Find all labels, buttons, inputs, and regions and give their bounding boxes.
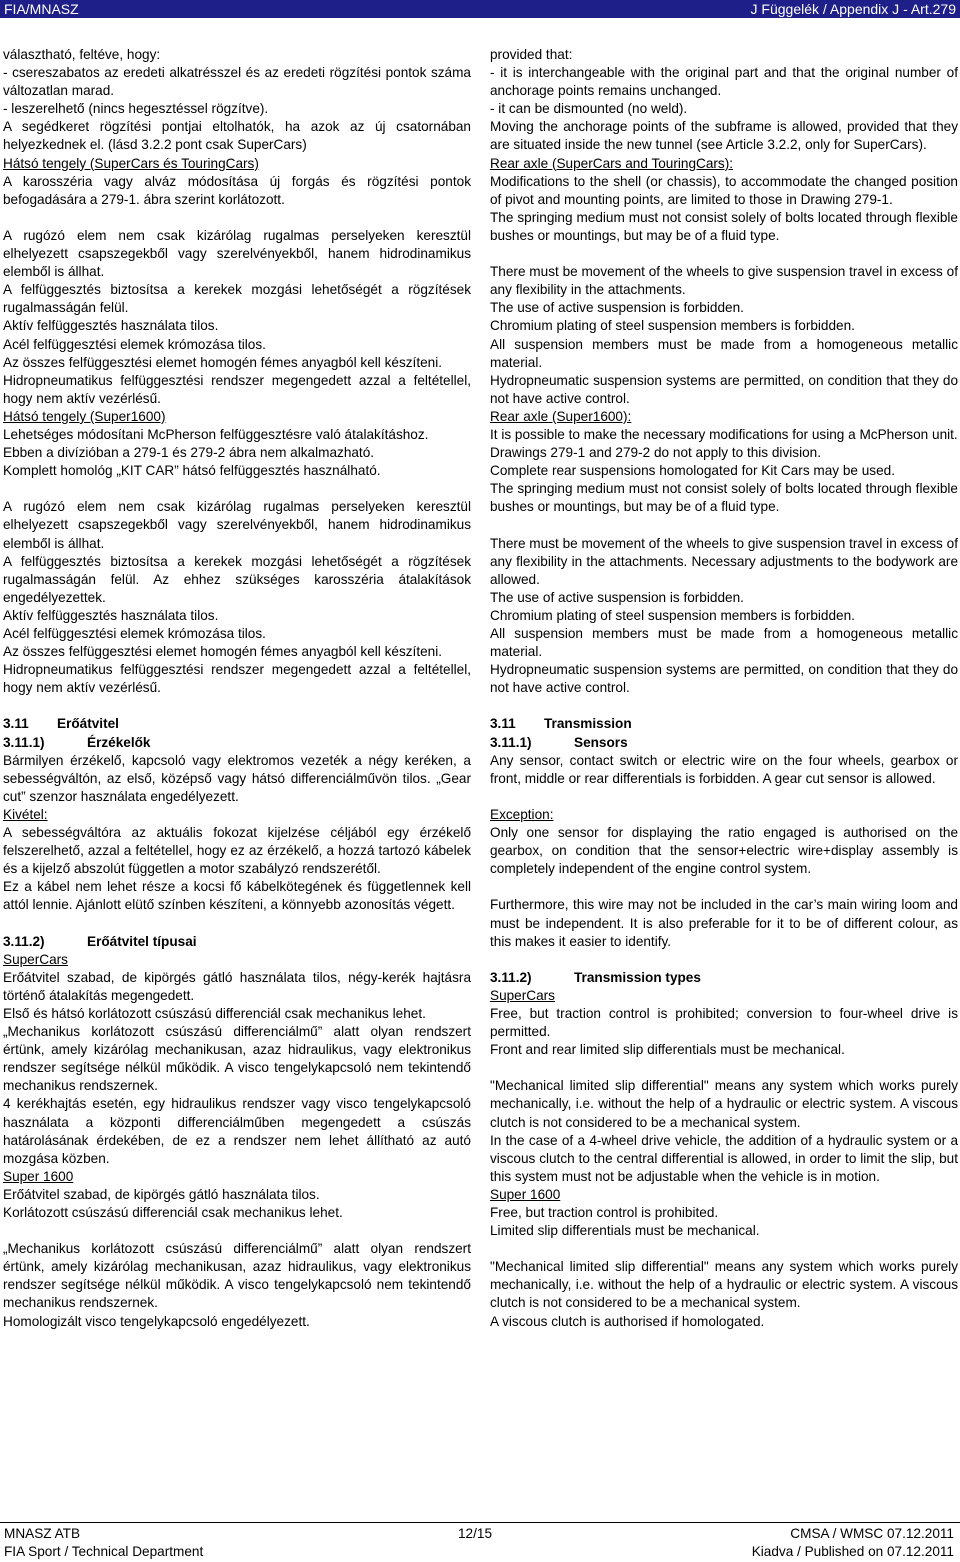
paragraph: „Mechanikus korlátozott csúszású differenciálmű” alatt olyan rendszert értünk, amely kizárólag mechanikusan, azaz hidraulikus, vagy elektronikus rendszer segítsége nélkül működik. A visco tengelykapcsoló nem tekintendő mechanikus rendszernek.	[3, 1024, 471, 1094]
paragraph: Moving the anchorage points of the subframe is allowed, provided that they are situated inside the new tunnel (see Article 3.2.2, only for SuperCars).	[490, 119, 958, 153]
section-number: 3.11	[490, 716, 516, 732]
subheading: Rear axle (Super1600):	[490, 408, 632, 424]
paragraph: Front and rear limited slip differentials must be mechanical.	[490, 1042, 845, 1058]
paragraph: Any sensor, contact switch or electric wire on the four wheels, gearbox or front, middle or rear differentials is forbidden. A gear cut sensor is allowed.	[490, 752, 958, 786]
paragraph: There must be movement of the wheels to give suspension travel in excess of any flexibility in the attachments.	[490, 264, 958, 298]
english-column	[490, 46, 958, 1331]
paragraph: Chromium plating of steel suspension members is forbidden.	[490, 318, 855, 334]
section-heading	[3, 715, 471, 733]
page-header	[0, 0, 960, 18]
paragraph: The springing medium must not consist solely of bolts located through flexible bushes or mountings, but may be of a fluid type.	[490, 481, 958, 515]
paragraph: "Mechanical limited slip differential" means any system which works purely mechanically, i.e. without the help of a hydraulic or electric system. A viscous clutch is not considered to be a mechanical system.	[490, 1259, 958, 1311]
paragraph: Erőátvitel szabad, de kipörgés gátló használata tilos, négy-kerék hajtásra történő átalakítás megengedett.	[3, 969, 471, 1003]
paragraph: Hydropneumatic suspension systems are permitted, on condition that they do not have active control.	[490, 662, 958, 696]
paragraph: A felfüggesztés biztosítsa a kerekek mozgási lehetőségét a rögzítések rugalmasságán felül. Az ehhez szükséges karosszéria átalakítások engedélyezettek.	[3, 553, 471, 605]
subheading: Kivétel:	[3, 806, 48, 822]
paragraph: Drawings 279-1 and 279-2 do not apply to this division.	[490, 445, 821, 461]
paragraph: provided that:	[490, 47, 573, 62]
paragraph: A sebességváltóra az aktuális fokozat kijelzése céljából egy érzékelő felszerelhető, azzal a feltétellel, hogy ez az érzékelő, a hozzá tartozó kábelek és a kijelző abszolút független a motor szabályzó rendszerétől.	[3, 825, 471, 877]
subheading: Hátsó tengely (SuperCars és TouringCars)	[3, 155, 259, 171]
paragraph: A rugózó elem nem csak kizárólag rugalmas perselyeken keresztül elhelyezett csapszegekből vagy szerelvényekből, hanem hidrodinamikus elemből is állhat.	[3, 499, 471, 551]
paragraph: - it is interchangeable with the original part and that the original number of anchorage points remains unchanged.	[490, 65, 958, 99]
paragraph: Acél felfüggesztési elemek krómozása tilos.	[3, 336, 266, 352]
paragraph: A segédkeret rögzítési pontjai eltolhatók, ha azok az új csatornában helyezkednek el. (lásd 3.2.2 pont csak SuperCars)	[3, 119, 471, 153]
hungarian-column	[3, 46, 471, 1331]
paragraph: Chromium plating of steel suspension members is forbidden.	[490, 607, 855, 623]
section-heading	[490, 734, 958, 752]
paragraph: The use of active suspension is forbidden.	[490, 300, 744, 316]
section-heading	[490, 969, 958, 987]
subheading: Rear axle (SuperCars and TouringCars):	[490, 155, 734, 171]
paragraph: - leszerelhető (nincs hegesztéssel rögzítve).	[3, 101, 269, 117]
paragraph: Hydropneumatic suspension systems are permitted, on condition that they do not have active control.	[490, 372, 958, 406]
section-heading	[3, 734, 471, 752]
header-right: J Függelék / Appendix J - Art.279	[750, 1, 956, 17]
paragraph: A felfüggesztés biztosítsa a kerekek mozgási lehetőségét a rögzítések rugalmasságán felül.	[3, 282, 471, 316]
paragraph: Aktív felfüggesztés használata tilos.	[3, 607, 219, 623]
paragraph: Ebben a divízióban a 279-1 és 279-2 ábra nem alkalmazható.	[3, 445, 375, 461]
section-heading	[3, 933, 471, 951]
subheading: SuperCars	[3, 951, 68, 967]
paragraph: "Mechanical limited slip differential" means any system which works purely mechanically, i.e. without the help of a hydraulic or electric system. A viscous clutch is not considered to be a mechanical system.	[490, 1078, 958, 1130]
paragraph: Első és hátsó korlátozott csúszású differenciál csak mechanikus lehet.	[3, 1005, 426, 1021]
paragraph: „Mechanikus korlátozott csúszású differenciálmű” alatt olyan rendszert értünk, amely kizárólag mechanikusan, azaz hidraulikus, vagy elektronikus rendszer segítsége nélkül működik. A visco tengelykapcsoló nem tekintendő mechanikus rendszernek.	[3, 1241, 471, 1311]
paragraph: All suspension members must be made from a homogeneous metallic material.	[490, 626, 958, 660]
paragraph: A rugózó elem nem csak kizárólag rugalmas perselyeken keresztül elhelyezett csapszegekből vagy szerelvényekből, hanem hidrodinamikus elemből is állhat.	[3, 227, 471, 280]
section-title: Erőátvitel	[57, 716, 119, 732]
paragraph: Bármilyen érzékelő, kapcsoló vagy elektromos vezeték a négy keréken, a sebességváltón, az első, középső vagy hátsó differenciálművön tilos. „Gear cut” szenzor használata engedélyezett.	[3, 752, 471, 804]
paragraph: 4 kerékhajtás esetén, egy hidraulikus rendszer vagy visco tengelykapcsoló használata a központi differenciálműben megengedett a csúszás határolásának érdekében, de ez a rendszer nem lehet állítható az autó mozgása közben.	[3, 1096, 471, 1166]
paragraph: Only one sensor for displaying the ratio engaged is authorised on the gearbox, on condition that the sensor+electric wire+display assembly is completely independent of the engine control system.	[490, 825, 958, 877]
paragraph: választható, feltéve, hogy:	[3, 47, 161, 62]
paragraph: Az összes felfüggesztési elemet homogén fémes anyagból kell készíteni.	[3, 354, 443, 370]
section-number: 3.11	[3, 716, 29, 732]
paragraph: Homologizált visco tengelykapcsoló engedélyezett.	[3, 1313, 310, 1329]
paragraph: There must be movement of the wheels to give suspension travel in excess of any flexibility in the attachments. Necessary adjustments to the bodywork are allowed.	[490, 535, 958, 587]
paragraph: A karosszéria vagy alváz módosítása új forgás és rögzítési pontok befogadására a 279-1. ábra szerint korlátozott.	[3, 173, 471, 207]
paragraph: Ez a kábel nem lehet része a kocsi fő kábelkötegének és függetlennek kell attól lennie. Ajánlott elütő színben készíteni, a könnyebb azonosítás végett.	[3, 879, 471, 913]
section-title: Transmission	[544, 716, 632, 732]
section-title: Sensors	[574, 734, 628, 750]
paragraph: Aktív felfüggesztés használata tilos.	[3, 318, 219, 334]
paragraph: Limited slip differentials must be mechanical.	[490, 1223, 760, 1239]
paragraph: Az összes felfüggesztési elemet homogén fémes anyagból kell készíteni.	[3, 644, 443, 660]
paragraph: - it can be dismounted (no weld).	[490, 101, 688, 117]
paragraph: Free, but traction control is prohibited; conversion to four-wheel drive is permitted.	[490, 1005, 958, 1040]
paragraph: The use of active suspension is forbidden.	[490, 589, 744, 605]
page-footer	[0, 1522, 960, 1562]
subheading: Exception:	[490, 806, 554, 822]
section-number: 3.11.1)	[490, 734, 532, 750]
paragraph: Lehetséges módosítani McPherson felfüggesztésre való átalakításhoz.	[3, 426, 429, 442]
paragraph: - csereszabatos az eredeti alkatrésszel és az eredeti rögzítési pontok száma változatlan marad.	[3, 65, 471, 99]
paragraph: Komplett homológ „KIT CAR” hátsó felfüggesztés használható.	[3, 463, 381, 479]
section-title: Erőátvitel típusai	[87, 933, 197, 949]
paragraph: Erőátvitel szabad, de kipörgés gátló használata tilos.	[3, 1186, 320, 1202]
paragraph: Acél felfüggesztési elemek krómozása tilos.	[3, 626, 266, 641]
section-number: 3.11.2)	[490, 969, 532, 985]
subheading: Super 1600	[3, 1168, 74, 1184]
paragraph: Complete rear suspensions homologated for Kit Cars may be used.	[490, 463, 895, 479]
footer-right-line1: CMSA / WMSC 07.12.2011	[790, 1526, 954, 1541]
paragraph: In the case of a 4-wheel drive vehicle, the addition of a hydraulic system or a viscous clutch to the central differential is allowed, in order to limit the slip, but this system must not be adjustable when the vehicle is in motion.	[490, 1132, 958, 1184]
paragraph: Furthermore, this wire may not be included in the car’s main wiring loom and must be independent. It is also preferable for it to be of different colour, as this makes it easier to identify.	[490, 897, 958, 949]
section-title: Érzékelők	[87, 734, 151, 750]
footer-right-line2: Kiadva / Published on 07.12.2011	[751, 1544, 954, 1559]
paragraph: Korlátozott csúszású differenciál csak mechanikus lehet.	[3, 1205, 343, 1220]
section-number: 3.11.2)	[3, 933, 45, 949]
footer-left-line1: MNASZ ATB	[4, 1526, 81, 1541]
section-title: Transmission types	[574, 969, 701, 985]
paragraph: Hidropneumatikus felfüggesztési rendszer megengedett azzal a feltétellel, hogy nem aktív vezérlésű.	[3, 662, 471, 696]
footer-left-line2: FIA Sport / Technical Department	[4, 1544, 204, 1559]
section-heading	[490, 715, 958, 733]
paragraph: Modifications to the shell (or chassis), to accommodate the changed position of pivot and mounting points, are limited to those in Drawing 279-1.	[490, 173, 958, 207]
paragraph: Hidropneumatikus felfüggesztési rendszer megengedett azzal a feltétellel, hogy nem aktív vezérlésű.	[3, 372, 471, 406]
paragraph: All suspension members must be made from a homogeneous metallic material.	[490, 336, 958, 370]
subheading: SuperCars	[490, 987, 555, 1003]
paragraph: Free, but traction control is prohibited.	[490, 1205, 719, 1220]
paragraph: It is possible to make the necessary modifications for using a McPherson unit.	[490, 426, 958, 442]
paragraph: A viscous clutch is authorised if homologated.	[490, 1313, 765, 1329]
header-left: FIA/MNASZ	[4, 1, 79, 17]
section-number: 3.11.1)	[3, 734, 45, 750]
subheading: Super 1600	[490, 1186, 561, 1202]
page-number: 12/15	[458, 1526, 493, 1541]
subheading: Hátsó tengely (Super1600)	[3, 408, 166, 424]
paragraph: The springing medium must not consist solely of bolts located through flexible bushes or mountings, but may be of a fluid type.	[490, 209, 958, 243]
